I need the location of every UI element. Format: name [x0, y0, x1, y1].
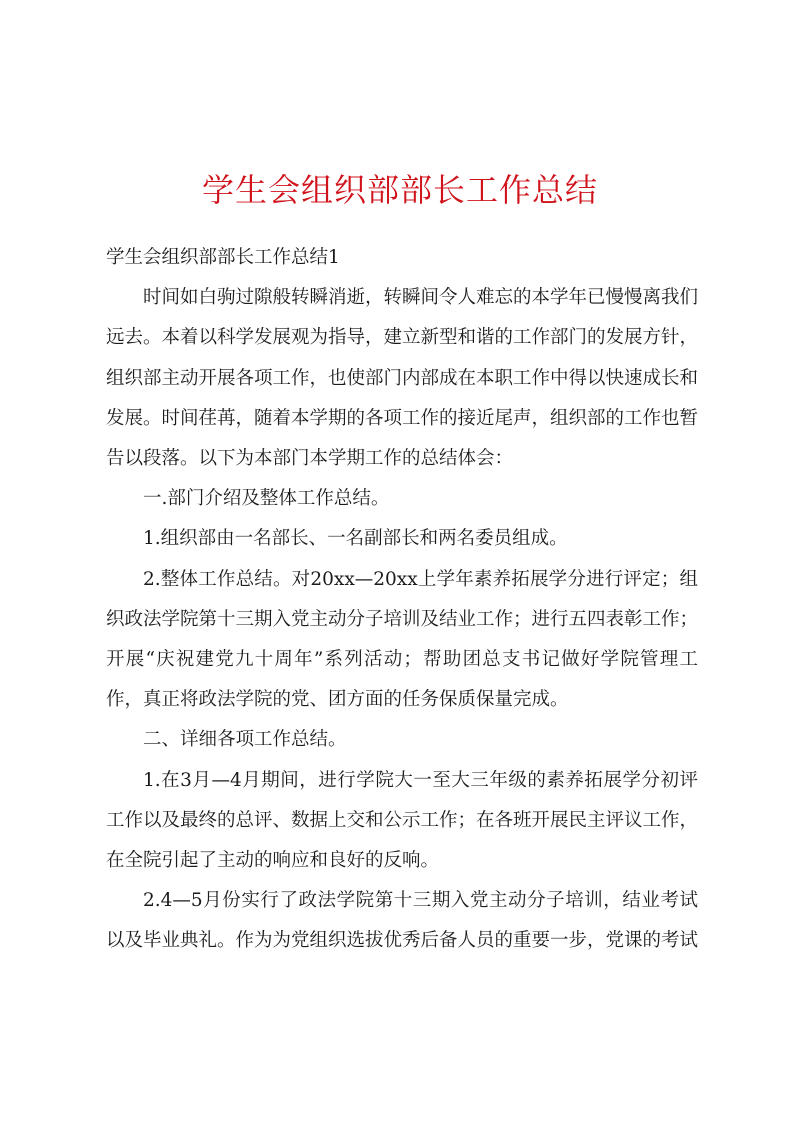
paragraph-credit-evaluation: 1.在3月—4月期间，进行学院大一至大三年级的素养拓展学分初评工作以及最终的总评、数据上交和公示工作；在各班开展民主评议工作，在全院引起了主动的响应和良好的反响。 — [106, 769, 699, 872]
section-heading: 学生会组织部部长工作总结1 — [106, 247, 340, 268]
paragraph-intro: 时间如白驹过隙般转瞬消逝，转瞬间令人难忘的本学年已慢慢离我们远去。本着以科学发展观为指导，建立新型和谐的工作部门的发展方针，组织部主动开展各项工作，也使部门内部成在本职工作中得以快速成长和发展。时间荏苒，随着本学期的各项工作的接近尾声，组织部的工作也暂告以段落。以下为本部门本学期工作的总结体会： — [106, 287, 699, 470]
paragraph-overall-summary: 2.整体工作总结。对20xx—20xx上学年素养拓展学分进行评定；组织政法学院第十三期入党主动分子培训及结业工作；进行五四表彰工作；开展“庆祝建党九十周年”系列活动；帮助团总支书记做好学院管理工作，真正将政法学院的党、团方面的任务保质保量完成。 — [106, 568, 699, 711]
document-title: 学生会组织部部长工作总结 — [201, 171, 598, 209]
document-body — [106, 238, 698, 962]
paragraph-section-one-heading: 一.部门介绍及整体工作总结。 — [143, 488, 390, 510]
paragraph-section-two-heading: 二、详细各项工作总结。 — [143, 729, 347, 751]
paragraph-department-members: 1.组织部由一名部长、一名副部长和两名委员组成。 — [143, 528, 568, 550]
paragraph-party-training: 2.4—5月份实行了政法学院第十三期入党主动分子培训，结业考试以及毕业典礼。作为为党组织选拔优秀后备人员的重要一步，党课的考试 — [106, 890, 699, 952]
